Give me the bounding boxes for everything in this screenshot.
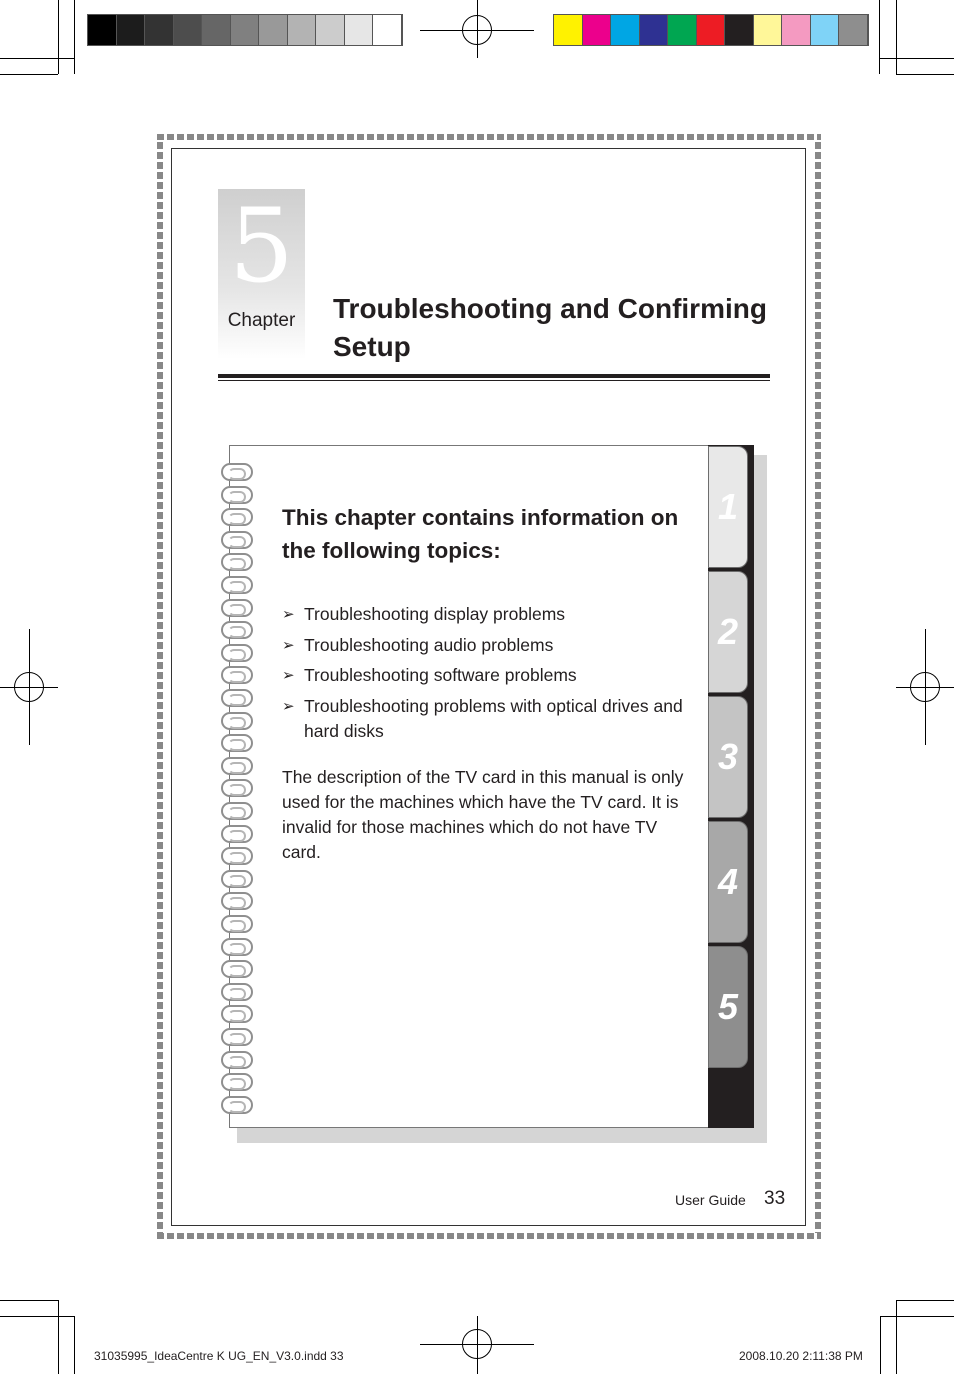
crop-mark bbox=[58, 0, 59, 74]
arrow-bullet-icon: ➢ bbox=[282, 636, 295, 654]
spiral-ring bbox=[221, 734, 253, 752]
spiral-ring bbox=[221, 644, 253, 662]
chapter-tab-1: 1 bbox=[708, 446, 748, 568]
print-slug-timestamp: 2008.10.20 2:11:38 PM bbox=[739, 1349, 863, 1363]
crop-mark bbox=[896, 74, 954, 75]
topic-text: Troubleshooting display problems bbox=[304, 604, 566, 624]
crop-mark bbox=[896, 0, 897, 74]
spiral-ring bbox=[221, 576, 253, 594]
crop-mark bbox=[0, 1316, 74, 1317]
spiral-ring bbox=[221, 463, 253, 481]
crop-mark bbox=[58, 1300, 59, 1374]
spiral-ring bbox=[221, 847, 253, 865]
spiral-ring bbox=[221, 712, 253, 730]
footer-label: User Guide bbox=[675, 1192, 746, 1208]
color-swatch bbox=[697, 15, 726, 45]
crop-mark bbox=[0, 1300, 58, 1301]
spiral-ring bbox=[221, 825, 253, 843]
spiral-ring bbox=[221, 1096, 253, 1114]
color-swatch bbox=[174, 15, 203, 45]
process-color-bar bbox=[553, 14, 869, 46]
color-swatch bbox=[145, 15, 174, 45]
color-swatch bbox=[782, 15, 811, 45]
registration-mark bbox=[910, 672, 940, 702]
intro-heading: This chapter contains information on the following topics: bbox=[282, 505, 679, 563]
crop-mark bbox=[896, 1300, 954, 1301]
color-swatch bbox=[373, 15, 402, 45]
spiral-ring bbox=[221, 1005, 253, 1023]
crop-mark bbox=[896, 1300, 897, 1374]
chapter-tab-3: 3 bbox=[708, 696, 748, 818]
registration-mark bbox=[14, 672, 44, 702]
chapter-tab-2: 2 bbox=[708, 571, 748, 693]
topic-text: Troubleshooting audio problems bbox=[304, 634, 554, 655]
color-swatch bbox=[811, 15, 840, 45]
registration-mark bbox=[462, 15, 492, 45]
topic-list bbox=[282, 602, 692, 749]
tv-card-note: The description of the TV card in this manual is only used for the machines which have the TV card. It is invalid for those machines which do not have TV card. bbox=[282, 767, 684, 862]
spiral-ring bbox=[221, 486, 253, 504]
topic-text: Troubleshooting software problems bbox=[304, 665, 577, 685]
color-swatch bbox=[231, 15, 260, 45]
color-swatch bbox=[554, 15, 583, 45]
chapter-tab-4: 4 bbox=[708, 821, 748, 943]
spiral-ring bbox=[221, 779, 253, 797]
registration-mark bbox=[462, 1329, 492, 1359]
spiral-ring bbox=[221, 757, 253, 775]
color-swatch bbox=[202, 15, 231, 45]
print-slug-file: 31035995_IdeaCentre K UG_EN_V3.0.indd 33 bbox=[94, 1349, 344, 1363]
title-rule bbox=[218, 374, 770, 378]
chapter-badge bbox=[218, 189, 305, 359]
spiral-ring bbox=[221, 508, 253, 526]
chapter-title: Troubleshooting and Confirming Setup bbox=[333, 293, 767, 362]
chapter-tab-5: 5 bbox=[708, 946, 748, 1068]
title-rule-thin bbox=[218, 380, 770, 381]
crop-mark bbox=[880, 58, 954, 59]
arrow-bullet-icon: ➢ bbox=[282, 606, 295, 623]
topic-item bbox=[282, 663, 692, 688]
crop-mark bbox=[74, 0, 75, 74]
topic-text: Troubleshooting problems with optical drives and hard disks bbox=[304, 695, 683, 741]
spiral-ring bbox=[221, 599, 253, 617]
color-swatch bbox=[88, 15, 117, 45]
spiral-ring bbox=[221, 938, 253, 956]
spiral-ring bbox=[221, 983, 253, 1001]
grayscale-color-bar bbox=[87, 14, 403, 46]
chapter-label: Chapter bbox=[227, 310, 296, 331]
crop-mark bbox=[0, 58, 74, 59]
topic-item bbox=[282, 633, 692, 658]
crop-mark bbox=[74, 1316, 75, 1374]
crop-mark bbox=[880, 1316, 954, 1317]
spiral-ring bbox=[221, 1028, 253, 1046]
page-number: 33 bbox=[764, 1188, 786, 1209]
spiral-ring bbox=[221, 689, 253, 707]
crop-mark bbox=[0, 74, 58, 75]
color-swatch bbox=[117, 15, 146, 45]
spiral-ring bbox=[221, 870, 253, 888]
color-swatch bbox=[345, 15, 374, 45]
color-swatch bbox=[259, 15, 288, 45]
color-swatch bbox=[583, 15, 612, 45]
spiral-ring bbox=[221, 960, 253, 978]
arrow-bullet-icon: ➢ bbox=[282, 697, 295, 715]
spiral-ring bbox=[221, 621, 253, 639]
spiral-ring bbox=[221, 915, 253, 933]
spiral-ring bbox=[221, 892, 253, 910]
spiral-ring bbox=[221, 1073, 253, 1091]
spiral-ring bbox=[221, 531, 253, 549]
spiral-ring bbox=[221, 666, 253, 684]
color-swatch bbox=[668, 15, 697, 45]
color-swatch bbox=[725, 15, 754, 45]
spiral-ring bbox=[221, 553, 253, 571]
topic-item bbox=[282, 694, 692, 744]
color-swatch bbox=[640, 15, 669, 45]
spiral-ring bbox=[221, 1051, 253, 1069]
color-swatch bbox=[316, 15, 345, 45]
color-swatch bbox=[611, 15, 640, 45]
arrow-bullet-icon: ➢ bbox=[282, 667, 295, 684]
topic-item bbox=[282, 602, 692, 627]
color-swatch bbox=[754, 15, 783, 45]
crop-mark bbox=[880, 1316, 881, 1374]
chapter-number: 5 bbox=[229, 187, 294, 306]
spiral-ring bbox=[221, 802, 253, 820]
color-swatch bbox=[288, 15, 317, 45]
crop-mark bbox=[879, 0, 880, 74]
color-swatch bbox=[839, 15, 868, 45]
